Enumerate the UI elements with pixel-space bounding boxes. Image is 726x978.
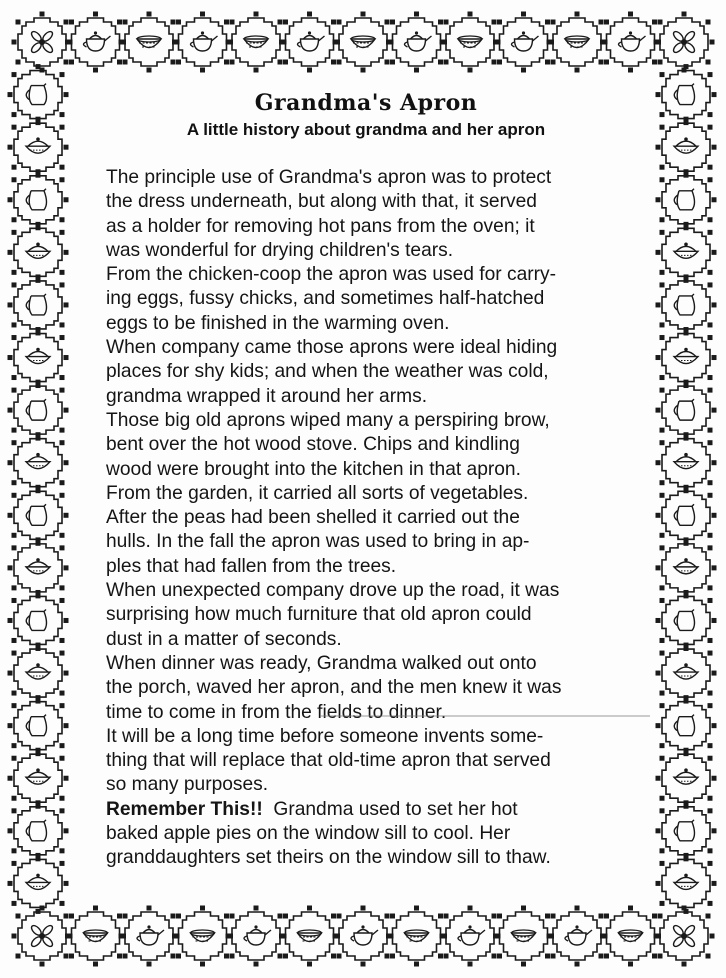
text-line: baked apple pies on the window sill to cool. Her (106, 823, 511, 845)
border-tile-flower-icon (12, 906, 73, 967)
border-tile-pitcher-icon (8, 169, 69, 230)
border-tile-teapot-icon (226, 906, 287, 967)
border-tile-pitcher-icon (8, 800, 69, 861)
border-tile-pitcher-icon (656, 274, 717, 335)
border-tile-teapot-icon (172, 12, 233, 73)
text-line: as a holder for removing hot pans from the oven; it (106, 215, 535, 237)
text-line: was wonderful for drying children's tears. (106, 239, 454, 261)
border-tile-bowl-icon (279, 906, 340, 967)
border-tile-pitcher-icon (656, 590, 717, 651)
border-tile-bowl-icon (493, 906, 554, 967)
text-line: grandma wrapped it around her arms. (106, 385, 428, 407)
border-tile-tureen-icon (656, 853, 717, 914)
border-tile-bowl-icon (226, 12, 287, 73)
text-line: time to come in from the fields to dinner. (106, 701, 447, 723)
text-line: surprising how much furniture that old apron could (106, 604, 532, 626)
border-tile-tureen-icon (8, 853, 69, 914)
border-tile-bowl-icon (600, 906, 661, 967)
text-line: Those big old aprons wiped many a perspiring brow, (106, 409, 550, 431)
text-line: It will be a long time before someone invents some- (106, 725, 544, 747)
border-tile-pitcher-icon (8, 695, 69, 756)
border-tile-bowl-icon (119, 12, 180, 73)
border-tile-tureen-icon (8, 222, 69, 283)
border-tile-tureen-icon (8, 643, 69, 704)
remember-line (106, 798, 626, 822)
border-tile-pitcher-icon (656, 800, 717, 861)
border-tile-pitcher-icon (656, 695, 717, 756)
border-tile-tureen-icon (656, 748, 717, 809)
border-tile-pitcher-icon (8, 590, 69, 651)
border-tile-pitcher-icon (8, 274, 69, 335)
text-line: so many purposes. (106, 774, 269, 796)
text-line: thing that will replace that old-time apron that served (106, 750, 551, 772)
border-tile-teapot-icon (333, 906, 394, 967)
scan-mark (320, 715, 650, 717)
text-line: dust in a matter of seconds. (106, 628, 342, 650)
border-tile-tureen-icon (8, 327, 69, 388)
page-title: Grandma's Apron (254, 90, 478, 116)
border-tile-pitcher-icon (8, 380, 69, 441)
border-tile-flower-icon (654, 906, 715, 967)
border-tile-tureen-icon (656, 537, 717, 598)
border-tile-bowl-icon (386, 906, 447, 967)
border-tile-tureen-icon (8, 537, 69, 598)
border-tile-tureen-icon (656, 222, 717, 283)
border-tile-bowl-icon (172, 906, 233, 967)
border-tile-teapot-icon (279, 12, 340, 73)
text-line: places for shy kids; and when the weather was cold, (106, 361, 549, 383)
text-line: ples that had fallen from the trees. (106, 555, 397, 577)
border-tile-bowl-icon (547, 12, 608, 73)
border-tile-teapot-icon (440, 906, 501, 967)
border-tile-bowl-icon (333, 12, 394, 73)
text-line: granddaughters set theirs on the window sill to thaw. (106, 847, 551, 869)
border-tile-tureen-icon (656, 432, 717, 493)
border-tile-pitcher-icon (8, 485, 69, 546)
text-line: the porch, waved her apron, and the men knew it was (106, 677, 562, 699)
text-line: the dress underneath, but along with that, it served (106, 191, 537, 213)
text-line: ing eggs, fussy chicks, and sometimes half-hatched (106, 288, 545, 310)
text-line: From the chicken-coop the apron was used for carry- (106, 264, 557, 286)
border-tile-bowl-icon (440, 12, 501, 73)
text-line: After the peas had been shelled it carried out the (106, 507, 520, 529)
body-text (106, 166, 626, 871)
remember-line-rest: Grandma used to set her hot (262, 798, 518, 820)
border-tile-tureen-icon (8, 432, 69, 493)
border-tile-pitcher-icon (8, 64, 69, 125)
border-tile-tureen-icon (656, 643, 717, 704)
border-tile-teapot-icon (493, 12, 554, 73)
border-tile-teapot-icon (547, 906, 608, 967)
text-line: hulls. In the fall the apron was used to bring in ap- (106, 531, 530, 553)
border-tile-teapot-icon (65, 12, 126, 73)
border-tile-tureen-icon (8, 748, 69, 809)
text-line: wood were brought into the kitchen in that apron. (106, 458, 521, 480)
text-line: eggs to be finished in the warming oven. (106, 312, 450, 334)
border-tile-tureen-icon (656, 327, 717, 388)
text-line: When unexpected company drove up the road, it was (106, 580, 560, 602)
page-subtitle: A little history about grandma and her apron (186, 120, 546, 139)
text-line: When company came those aprons were ideal hiding (106, 337, 558, 359)
border-tile-flower-icon (654, 12, 715, 73)
document-content (106, 88, 626, 888)
text-line: The principle use of Grandma's apron was to protect (106, 167, 552, 188)
border-tile-tureen-icon (656, 117, 717, 178)
text-line: bent over the hot wood stove. Chips and kindling (106, 434, 520, 456)
border-tile-teapot-icon (386, 12, 447, 73)
remember-label: Remember This!! (106, 798, 263, 820)
border-tile-pitcher-icon (656, 169, 717, 230)
border-tile-flower-icon (12, 12, 73, 73)
text-line: When dinner was ready, Grandma walked out onto (106, 652, 537, 674)
border-tile-bowl-icon (65, 906, 126, 967)
border-tile-pitcher-icon (656, 485, 717, 546)
border-tile-teapot-icon (119, 906, 180, 967)
text-line: From the garden, it carried all sorts of vegetables. (106, 482, 529, 504)
border-tile-pitcher-icon (656, 64, 717, 125)
border-tile-pitcher-icon (656, 380, 717, 441)
border-tile-tureen-icon (8, 117, 69, 178)
border-tile-teapot-icon (600, 12, 661, 73)
